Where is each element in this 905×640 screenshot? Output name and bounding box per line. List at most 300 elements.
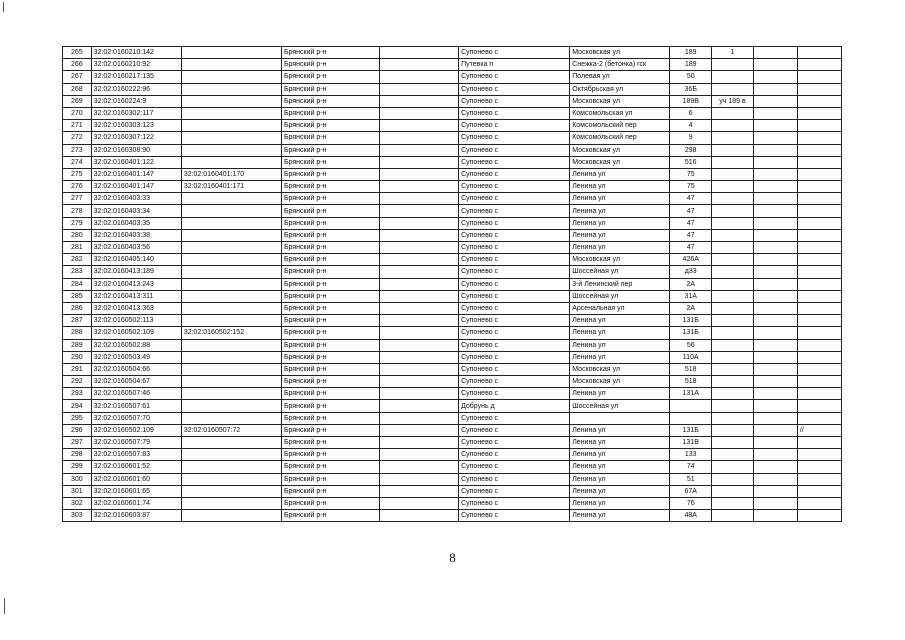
cadastral-number-cell: 32:02:0160401:147 <box>91 168 181 180</box>
cadastral-number-cell: 32:02:0160307:122 <box>91 132 181 144</box>
extra-col-a-cell <box>753 497 797 509</box>
extra-col-b-cell <box>797 242 841 254</box>
district-cell: Брянский р-н <box>281 254 379 266</box>
house-number-cell: 47 <box>670 193 712 205</box>
table-row <box>63 254 842 266</box>
street-cell: Ленина ул <box>570 229 670 241</box>
extra-info-cell <box>712 412 754 424</box>
district-cell: Брянский р-н <box>281 412 379 424</box>
extra-col-a-cell <box>753 424 797 436</box>
house-number-cell: д33 <box>670 266 712 278</box>
extra-col-a-cell <box>753 95 797 107</box>
extra-col-b-cell <box>797 59 841 71</box>
row-number-cell: 288 <box>63 327 92 339</box>
extra-col-a-cell <box>753 120 797 132</box>
extra-col-b-cell <box>797 437 841 449</box>
cadastral-number-cell: 32:02:0160502:109 <box>91 327 181 339</box>
settlement-type-cell <box>379 485 458 497</box>
row-number-cell: 279 <box>63 217 92 229</box>
extra-col-a-cell <box>753 510 797 522</box>
house-number-cell: 518 <box>670 376 712 388</box>
registry-rows <box>63 47 842 522</box>
district-cell: Брянский р-н <box>281 217 379 229</box>
cadastral-number-cell: 32:02:0160502:109 <box>91 424 181 436</box>
extra-col-a-cell <box>753 339 797 351</box>
table-row <box>63 59 842 71</box>
district-cell: Брянский р-н <box>281 205 379 217</box>
extra-info-cell <box>712 351 754 363</box>
extra-col-b-cell <box>797 412 841 424</box>
table-row <box>63 363 842 375</box>
row-number-cell: 296 <box>63 424 92 436</box>
table-row <box>63 120 842 132</box>
cadastral-number-cell: 32:02:0160403:33 <box>91 193 181 205</box>
locality-cell: Супонево с <box>459 120 570 132</box>
row-number-cell: 284 <box>63 278 92 290</box>
street-cell: Московская ул <box>570 254 670 266</box>
extra-info-cell <box>712 181 754 193</box>
table-row <box>63 339 842 351</box>
house-number-cell: 131Б <box>670 327 712 339</box>
extra-col-b-cell <box>797 351 841 363</box>
street-cell: Ленина ул <box>570 193 670 205</box>
extra-info-cell <box>712 437 754 449</box>
settlement-type-cell <box>379 449 458 461</box>
settlement-type-cell <box>379 181 458 193</box>
settlement-type-cell <box>379 388 458 400</box>
house-number-cell: 189 <box>670 47 712 59</box>
linked-cadastral-number-cell <box>181 71 281 83</box>
locality-cell: Супонево с <box>459 315 570 327</box>
linked-cadastral-number-cell: 32:02:0160401:171 <box>181 181 281 193</box>
row-number-cell: 303 <box>63 510 92 522</box>
extra-col-a-cell <box>753 59 797 71</box>
extra-info-cell <box>712 254 754 266</box>
extra-col-b-cell <box>797 485 841 497</box>
extra-col-a-cell <box>753 315 797 327</box>
house-number-cell: 110А <box>670 351 712 363</box>
extra-col-b-cell <box>797 83 841 95</box>
extra-info-cell <box>712 83 754 95</box>
extra-col-b-cell <box>797 278 841 290</box>
row-number-cell: 295 <box>63 412 92 424</box>
district-cell: Брянский р-н <box>281 376 379 388</box>
house-number-cell: 131Б <box>670 424 712 436</box>
settlement-type-cell <box>379 242 458 254</box>
table-row <box>63 229 842 241</box>
linked-cadastral-number-cell <box>181 107 281 119</box>
street-cell: Ленина ул <box>570 181 670 193</box>
cadastral-number-cell: 32:02:0160401:147 <box>91 181 181 193</box>
street-cell: Ленина ул <box>570 461 670 473</box>
extra-col-b-cell <box>797 315 841 327</box>
row-number-cell: 285 <box>63 290 92 302</box>
district-cell: Брянский р-н <box>281 461 379 473</box>
street-cell: Ленина ул <box>570 510 670 522</box>
settlement-type-cell <box>379 95 458 107</box>
settlement-type-cell <box>379 144 458 156</box>
table-row <box>63 497 842 509</box>
table-row <box>63 449 842 461</box>
scan-artifact <box>3 2 4 12</box>
extra-col-b-cell <box>797 388 841 400</box>
cadastral-number-cell: 32:02:0160403:34 <box>91 205 181 217</box>
extra-col-b-cell <box>797 205 841 217</box>
cadastral-number-cell: 32:02:0160403:56 <box>91 242 181 254</box>
row-number-cell: 287 <box>63 315 92 327</box>
extra-info-cell <box>712 59 754 71</box>
street-cell: Комсомольский пер <box>570 132 670 144</box>
cadastral-number-cell: 32:02:0160601:74 <box>91 497 181 509</box>
linked-cadastral-number-cell <box>181 376 281 388</box>
cadastral-number-cell: 32:02:0160217:135 <box>91 71 181 83</box>
cadastral-number-cell: 32:02:0160413:189 <box>91 266 181 278</box>
street-cell: Комсомольский пер <box>570 120 670 132</box>
district-cell: Брянский р-н <box>281 290 379 302</box>
table-row <box>63 327 842 339</box>
district-cell: Брянский р-н <box>281 71 379 83</box>
linked-cadastral-number-cell: 32:02:0160401:170 <box>181 168 281 180</box>
extra-col-b-cell <box>797 473 841 485</box>
district-cell: Брянский р-н <box>281 327 379 339</box>
linked-cadastral-number-cell <box>181 47 281 59</box>
locality-cell: Супонево с <box>459 193 570 205</box>
row-number-cell: 302 <box>63 497 92 509</box>
row-number-cell: 271 <box>63 120 92 132</box>
house-number-cell: 75 <box>670 168 712 180</box>
extra-col-b-cell <box>797 376 841 388</box>
district-cell: Брянский р-н <box>281 242 379 254</box>
table-row <box>63 71 842 83</box>
extra-col-b-cell <box>797 107 841 119</box>
extra-info-cell <box>712 388 754 400</box>
cadastral-number-cell: 32:02:0160405:140 <box>91 254 181 266</box>
extra-info-cell <box>712 107 754 119</box>
extra-col-a-cell <box>753 205 797 217</box>
house-number-cell: 48А <box>670 510 712 522</box>
linked-cadastral-number-cell <box>181 388 281 400</box>
extra-col-a-cell <box>753 47 797 59</box>
linked-cadastral-number-cell <box>181 363 281 375</box>
locality-cell: Супонево с <box>459 497 570 509</box>
table-row <box>63 107 842 119</box>
table-row <box>63 242 842 254</box>
street-cell: Московская ул <box>570 363 670 375</box>
linked-cadastral-number-cell <box>181 278 281 290</box>
settlement-type-cell <box>379 71 458 83</box>
settlement-type-cell <box>379 424 458 436</box>
house-number-cell: 2А <box>670 302 712 314</box>
extra-col-b-cell <box>797 339 841 351</box>
house-number-cell: 47 <box>670 242 712 254</box>
extra-col-b-cell <box>797 193 841 205</box>
house-number-cell: 131А <box>670 388 712 400</box>
extra-col-b-cell <box>797 181 841 193</box>
extra-col-b-cell <box>797 497 841 509</box>
extra-col-b-cell <box>797 47 841 59</box>
linked-cadastral-number-cell <box>181 205 281 217</box>
locality-cell: Супонево с <box>459 278 570 290</box>
street-cell: Московская ул <box>570 144 670 156</box>
linked-cadastral-number-cell <box>181 144 281 156</box>
extra-col-b-cell <box>797 327 841 339</box>
extra-col-b-cell <box>797 217 841 229</box>
locality-cell: Супонево с <box>459 363 570 375</box>
house-number-cell: 516 <box>670 156 712 168</box>
house-number-cell: 75 <box>670 181 712 193</box>
cadastral-number-cell: 32:02:0160413:311 <box>91 290 181 302</box>
district-cell: Брянский р-н <box>281 497 379 509</box>
row-number-cell: 298 <box>63 449 92 461</box>
street-cell <box>570 412 670 424</box>
extra-info-cell <box>712 193 754 205</box>
street-cell: Московская ул <box>570 47 670 59</box>
extra-info-cell <box>712 315 754 327</box>
district-cell: Брянский р-н <box>281 168 379 180</box>
district-cell: Брянский р-н <box>281 424 379 436</box>
extra-col-a-cell <box>753 400 797 412</box>
extra-info-cell <box>712 120 754 132</box>
extra-info-cell <box>712 144 754 156</box>
extra-col-a-cell <box>753 449 797 461</box>
district-cell: Брянский р-н <box>281 473 379 485</box>
extra-info-cell <box>712 278 754 290</box>
scan-artifact <box>4 598 5 614</box>
street-cell: Московская ул <box>570 156 670 168</box>
street-cell: Ленина ул <box>570 315 670 327</box>
extra-col-b-cell <box>797 120 841 132</box>
extra-col-b-cell <box>797 510 841 522</box>
settlement-type-cell <box>379 107 458 119</box>
locality-cell: Супонево с <box>459 181 570 193</box>
house-number-cell <box>670 412 712 424</box>
extra-col-a-cell <box>753 473 797 485</box>
street-cell: 3-й Ленинский пер <box>570 278 670 290</box>
street-cell: Ленина ул <box>570 242 670 254</box>
cadastral-number-cell: 32:02:0160502:113 <box>91 315 181 327</box>
district-cell: Брянский р-н <box>281 47 379 59</box>
locality-cell: Супонево с <box>459 327 570 339</box>
row-number-cell: 281 <box>63 242 92 254</box>
registry-table <box>62 46 842 522</box>
settlement-type-cell <box>379 83 458 95</box>
locality-cell: Супонево с <box>459 168 570 180</box>
row-number-cell: 276 <box>63 181 92 193</box>
street-cell: Шоссейная ул <box>570 290 670 302</box>
extra-col-b-cell <box>797 132 841 144</box>
linked-cadastral-number-cell <box>181 497 281 509</box>
linked-cadastral-number-cell <box>181 217 281 229</box>
cadastral-number-cell: 32:02:0160403:38 <box>91 229 181 241</box>
extra-col-a-cell <box>753 156 797 168</box>
extra-col-b-cell <box>797 254 841 266</box>
extra-info-cell <box>712 302 754 314</box>
linked-cadastral-number-cell <box>181 120 281 132</box>
district-cell: Брянский р-н <box>281 449 379 461</box>
district-cell: Брянский р-н <box>281 351 379 363</box>
table-row <box>63 156 842 168</box>
settlement-type-cell <box>379 132 458 144</box>
locality-cell: Супонево с <box>459 71 570 83</box>
locality-cell: Супонево с <box>459 107 570 119</box>
house-number-cell: 189В <box>670 95 712 107</box>
locality-cell: Супонево с <box>459 205 570 217</box>
district-cell: Брянский р-н <box>281 278 379 290</box>
row-number-cell: 267 <box>63 71 92 83</box>
locality-cell: Супонево с <box>459 437 570 449</box>
cadastral-number-cell: 32:02:0160401:122 <box>91 156 181 168</box>
row-number-cell: 265 <box>63 47 92 59</box>
table-row <box>63 400 842 412</box>
extra-col-b-cell <box>797 290 841 302</box>
locality-cell: Супонево с <box>459 156 570 168</box>
row-number-cell: 300 <box>63 473 92 485</box>
settlement-type-cell <box>379 278 458 290</box>
cadastral-number-cell: 32:02:0160413:243 <box>91 278 181 290</box>
linked-cadastral-number-cell <box>181 302 281 314</box>
house-number-cell: 50 <box>670 71 712 83</box>
house-number-cell: 47 <box>670 229 712 241</box>
table-row <box>63 132 842 144</box>
settlement-type-cell <box>379 461 458 473</box>
settlement-type-cell <box>379 376 458 388</box>
street-cell: Московская ул <box>570 95 670 107</box>
house-number-cell <box>670 400 712 412</box>
extra-col-a-cell <box>753 290 797 302</box>
extra-col-a-cell <box>753 132 797 144</box>
house-number-cell: 47 <box>670 205 712 217</box>
street-cell: Ленина ул <box>570 437 670 449</box>
extra-col-b-cell <box>797 363 841 375</box>
linked-cadastral-number-cell <box>181 449 281 461</box>
street-cell: Ленина ул <box>570 473 670 485</box>
extra-col-a-cell <box>753 302 797 314</box>
linked-cadastral-number-cell <box>181 510 281 522</box>
linked-cadastral-number-cell <box>181 290 281 302</box>
table-row <box>63 424 842 436</box>
linked-cadastral-number-cell: 32:02:0160502:152 <box>181 327 281 339</box>
district-cell: Брянский р-н <box>281 181 379 193</box>
street-cell: Ленина ул <box>570 424 670 436</box>
extra-col-a-cell <box>753 71 797 83</box>
house-number-cell: 76 <box>670 497 712 509</box>
extra-col-a-cell <box>753 181 797 193</box>
settlement-type-cell <box>379 412 458 424</box>
settlement-type-cell <box>379 327 458 339</box>
locality-cell: Супонево с <box>459 242 570 254</box>
extra-col-b-cell <box>797 168 841 180</box>
row-number-cell: 282 <box>63 254 92 266</box>
extra-col-b-cell <box>797 156 841 168</box>
cadastral-number-cell: 32:02:0160504:67 <box>91 376 181 388</box>
locality-cell: Супонево с <box>459 388 570 400</box>
row-number-cell: 274 <box>63 156 92 168</box>
locality-cell: Добрунь д <box>459 400 570 412</box>
row-number-cell: 270 <box>63 107 92 119</box>
district-cell: Брянский р-н <box>281 485 379 497</box>
cadastral-number-cell: 32:02:0160302:117 <box>91 107 181 119</box>
district-cell: Брянский р-н <box>281 83 379 95</box>
linked-cadastral-number-cell <box>181 193 281 205</box>
street-cell: Московская ул <box>570 376 670 388</box>
linked-cadastral-number-cell <box>181 351 281 363</box>
extra-col-a-cell <box>753 83 797 95</box>
house-number-cell: 4 <box>670 120 712 132</box>
settlement-type-cell <box>379 363 458 375</box>
district-cell: Брянский р-н <box>281 95 379 107</box>
district-cell: Брянский р-н <box>281 193 379 205</box>
row-number-cell: 301 <box>63 485 92 497</box>
house-number-cell: 56 <box>670 339 712 351</box>
table-row <box>63 412 842 424</box>
street-cell: Ленина ул <box>570 217 670 229</box>
page-number: 8 <box>449 550 456 565</box>
district-cell: Брянский р-н <box>281 363 379 375</box>
cadastral-number-cell: 32:02:0160601:52 <box>91 461 181 473</box>
row-number-cell: 269 <box>63 95 92 107</box>
settlement-type-cell <box>379 156 458 168</box>
house-number-cell: 131В <box>670 437 712 449</box>
extra-info-cell <box>712 290 754 302</box>
settlement-type-cell <box>379 510 458 522</box>
extra-col-b-cell <box>797 449 841 461</box>
street-cell: Ленина ул <box>570 497 670 509</box>
street-cell: Ленина ул <box>570 388 670 400</box>
extra-info-cell <box>712 424 754 436</box>
extra-info-cell <box>712 242 754 254</box>
settlement-type-cell <box>379 205 458 217</box>
extra-col-a-cell <box>753 412 797 424</box>
street-cell: Ленина ул <box>570 327 670 339</box>
locality-cell: Супонево с <box>459 132 570 144</box>
district-cell: Брянский р-н <box>281 339 379 351</box>
extra-info-cell <box>712 510 754 522</box>
table-row <box>63 437 842 449</box>
cadastral-number-cell: 32:02:0160210:142 <box>91 47 181 59</box>
district-cell: Брянский р-н <box>281 132 379 144</box>
extra-col-b-cell: // <box>797 424 841 436</box>
linked-cadastral-number-cell: 32:02:0160507:72 <box>181 424 281 436</box>
locality-cell: Супонево с <box>459 83 570 95</box>
extra-col-a-cell <box>753 327 797 339</box>
linked-cadastral-number-cell <box>181 59 281 71</box>
house-number-cell: 2А <box>670 278 712 290</box>
extra-col-a-cell <box>753 388 797 400</box>
table-row <box>63 473 842 485</box>
settlement-type-cell <box>379 437 458 449</box>
cadastral-number-cell: 32:02:0160308:90 <box>91 144 181 156</box>
district-cell: Брянский р-н <box>281 59 379 71</box>
table-row <box>63 83 842 95</box>
locality-cell: Супонево с <box>459 376 570 388</box>
house-number-cell: 426А <box>670 254 712 266</box>
locality-cell: Супонево с <box>459 473 570 485</box>
linked-cadastral-number-cell <box>181 461 281 473</box>
extra-col-b-cell <box>797 229 841 241</box>
locality-cell: Супонево с <box>459 302 570 314</box>
extra-info-cell <box>712 485 754 497</box>
row-number-cell: 289 <box>63 339 92 351</box>
street-cell: Ленина ул <box>570 485 670 497</box>
linked-cadastral-number-cell <box>181 83 281 95</box>
cadastral-number-cell: 32:02:0160413:363 <box>91 302 181 314</box>
extra-info-cell <box>712 229 754 241</box>
street-cell: Шоссейная ул <box>570 400 670 412</box>
district-cell: Брянский р-н <box>281 437 379 449</box>
locality-cell: Супонево с <box>459 217 570 229</box>
extra-col-a-cell <box>753 242 797 254</box>
settlement-type-cell <box>379 400 458 412</box>
